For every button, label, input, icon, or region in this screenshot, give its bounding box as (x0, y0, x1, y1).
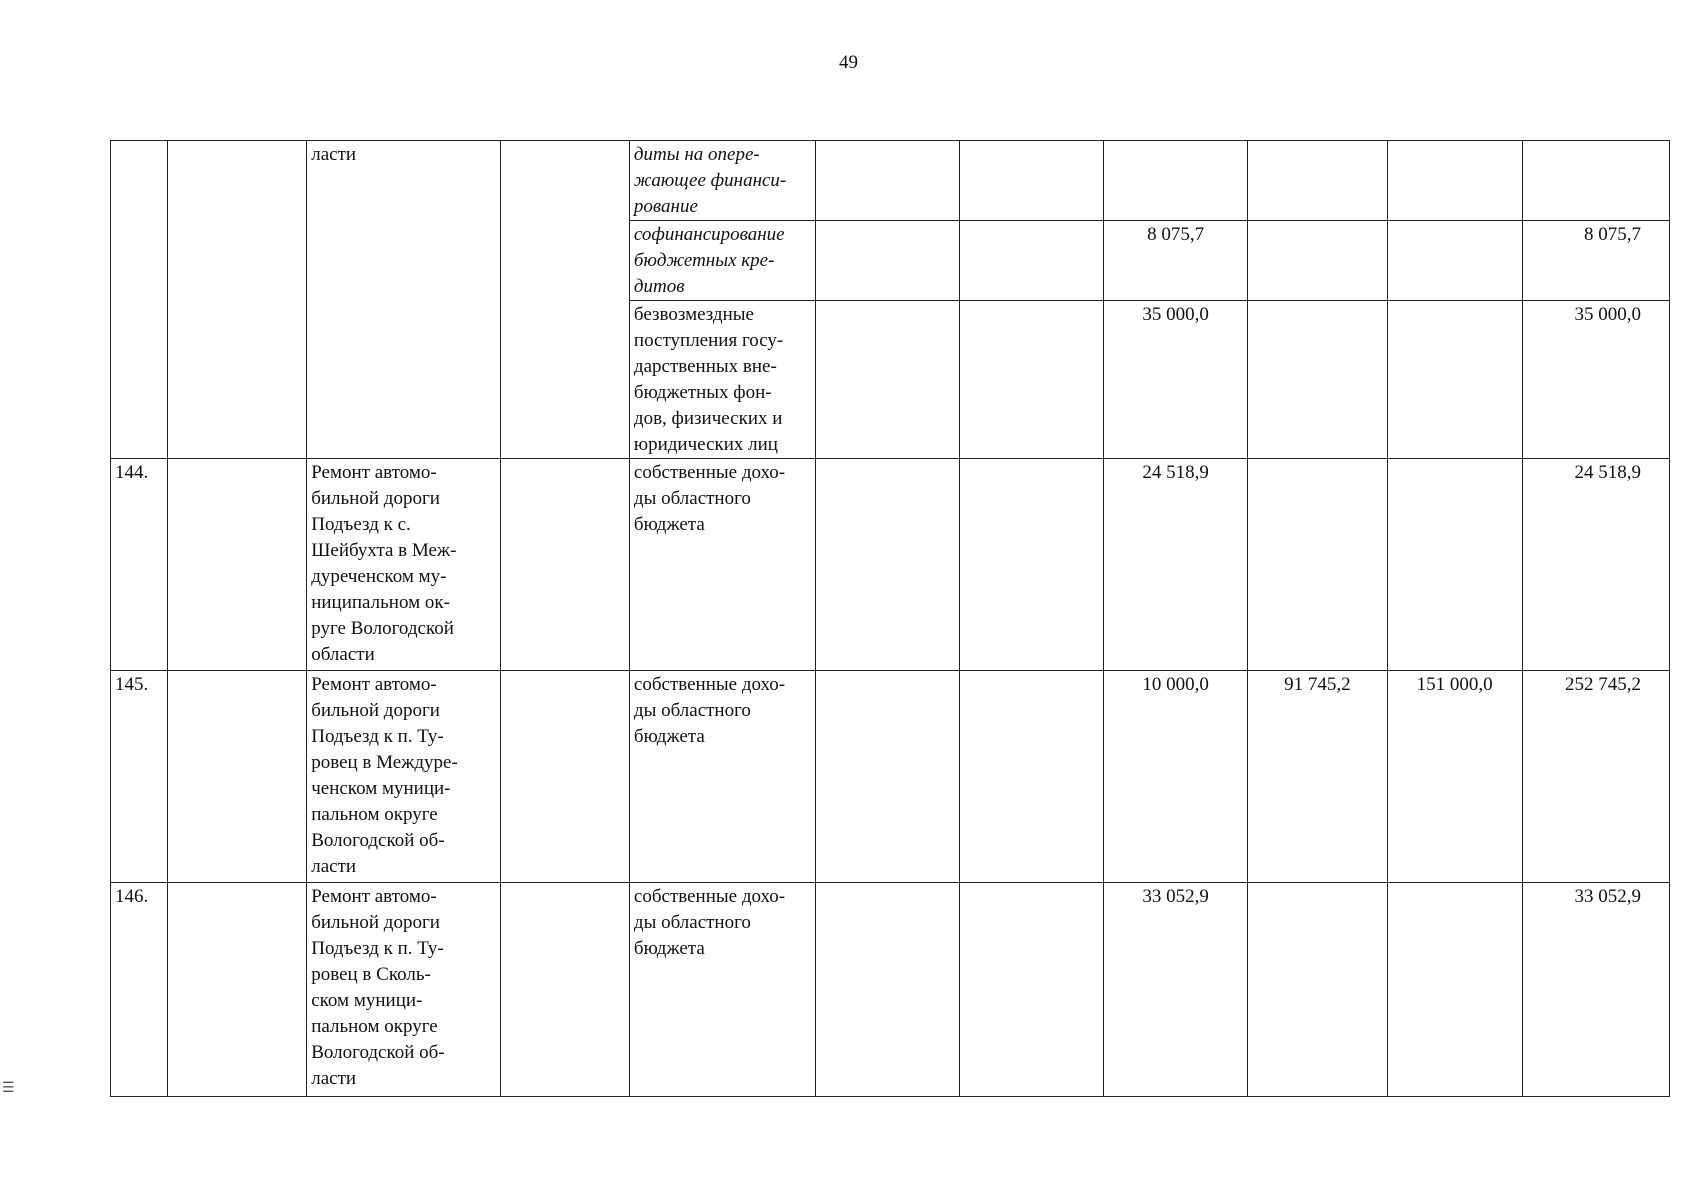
value-2024-cell (1387, 459, 1522, 671)
page-number: 49 (839, 52, 858, 73)
value-2024-cell (1387, 301, 1522, 459)
row-number-cell: 144. (111, 459, 168, 671)
object-name-cell (307, 141, 501, 459)
row-number-cell (111, 141, 168, 459)
object-name-cell (307, 883, 501, 1097)
empty-cell (960, 221, 1104, 301)
object-name: Ремонт автомо- бильной дороги Подъезд к с. Шейбухта в Меж- дуреченском му- ниципальном ок- руге Вологодской области (311, 462, 457, 665)
value-2023-cell (1248, 883, 1388, 1097)
empty-cell (816, 301, 960, 459)
funding-source-cell (629, 459, 815, 671)
value-2022-cell: 10 000,0 (1104, 671, 1248, 883)
empty-cell (960, 883, 1104, 1097)
funding-source: собственные дохо- ды областного бюджета (633, 886, 786, 959)
code-cell (167, 141, 307, 459)
value-2022-cell: 35 000,0 (1104, 301, 1248, 459)
empty-cell (816, 141, 960, 221)
funding-source-cell (629, 883, 815, 1097)
empty-cell (816, 883, 960, 1097)
empty-cell (960, 141, 1104, 221)
value-2024-cell (1387, 883, 1522, 1097)
funding-source-cell (629, 301, 815, 459)
code-cell (167, 671, 307, 883)
funding-source: софинансирование бюджетных кре- дитов (633, 224, 785, 297)
value-2024-cell (1387, 221, 1522, 301)
value-2023-cell (1248, 301, 1388, 459)
code-cell (167, 883, 307, 1097)
empty-cell (960, 301, 1104, 459)
funding-source: собственные дохо- ды областного бюджета (633, 462, 786, 535)
table-row (111, 459, 1670, 671)
object-name: Ремонт автомо- бильной дороги Подъезд к п. Ту- ровец в Междуре- ченском муници- пальном округе Вологодской об- ласти (311, 674, 458, 877)
value-2023-cell (1248, 141, 1388, 221)
object-name: Ремонт автомо- бильной дороги Подъезд к п. Ту- ровец в Сколь- ском муници- пальном округе Вологодской об- ласти (311, 886, 445, 1089)
value-2022-cell: 8 075,7 (1104, 221, 1248, 301)
empty-cell (816, 671, 960, 883)
capacity-cell (501, 883, 630, 1097)
object-name: ласти (311, 144, 357, 165)
total-cell: 33 052,9 (1522, 883, 1669, 1097)
funding-source-cell (629, 141, 815, 221)
total-cell: 35 000,0 (1522, 301, 1669, 459)
value-2024-cell (1387, 141, 1522, 221)
total-cell: 24 518,9 (1522, 459, 1669, 671)
code-cell (167, 459, 307, 671)
table-row (111, 671, 1670, 883)
row-number-cell: 145. (111, 671, 168, 883)
funding-source-cell (629, 221, 815, 301)
empty-cell (816, 221, 960, 301)
capacity-cell (501, 141, 630, 459)
capacity-cell (501, 671, 630, 883)
empty-cell (960, 459, 1104, 671)
total-cell: 252 745,2 (1522, 671, 1669, 883)
funding-source-cell (629, 671, 815, 883)
value-2022-cell: 24 518,9 (1104, 459, 1248, 671)
empty-cell (816, 459, 960, 671)
empty-cell (960, 671, 1104, 883)
row-number-cell: 146. (111, 883, 168, 1097)
value-2023-cell: 91 745,2 (1248, 671, 1388, 883)
value-2024-cell: 151 000,0 (1387, 671, 1522, 883)
value-2022-cell (1104, 141, 1248, 221)
value-2023-cell (1248, 221, 1388, 301)
total-cell (1522, 141, 1669, 221)
value-2023-cell (1248, 459, 1388, 671)
table-row (111, 883, 1670, 1097)
capacity-cell (501, 459, 630, 671)
table-row (111, 141, 1670, 221)
funding-source: диты на опере- жающее финанси- рование (633, 144, 787, 217)
object-name-cell (307, 459, 501, 671)
object-name-cell (307, 671, 501, 883)
budget-table (110, 140, 1670, 1097)
total-cell: 8 075,7 (1522, 221, 1669, 301)
funding-source: безвозмездные поступления госу- дарственных вне- бюджетных фон- дов, физических и юридических лиц (633, 304, 784, 455)
value-2022-cell: 33 052,9 (1104, 883, 1248, 1097)
scan-margin-mark-icon: ☰ (2, 1081, 15, 1096)
funding-source: собственные дохо- ды областного бюджета (633, 674, 786, 747)
